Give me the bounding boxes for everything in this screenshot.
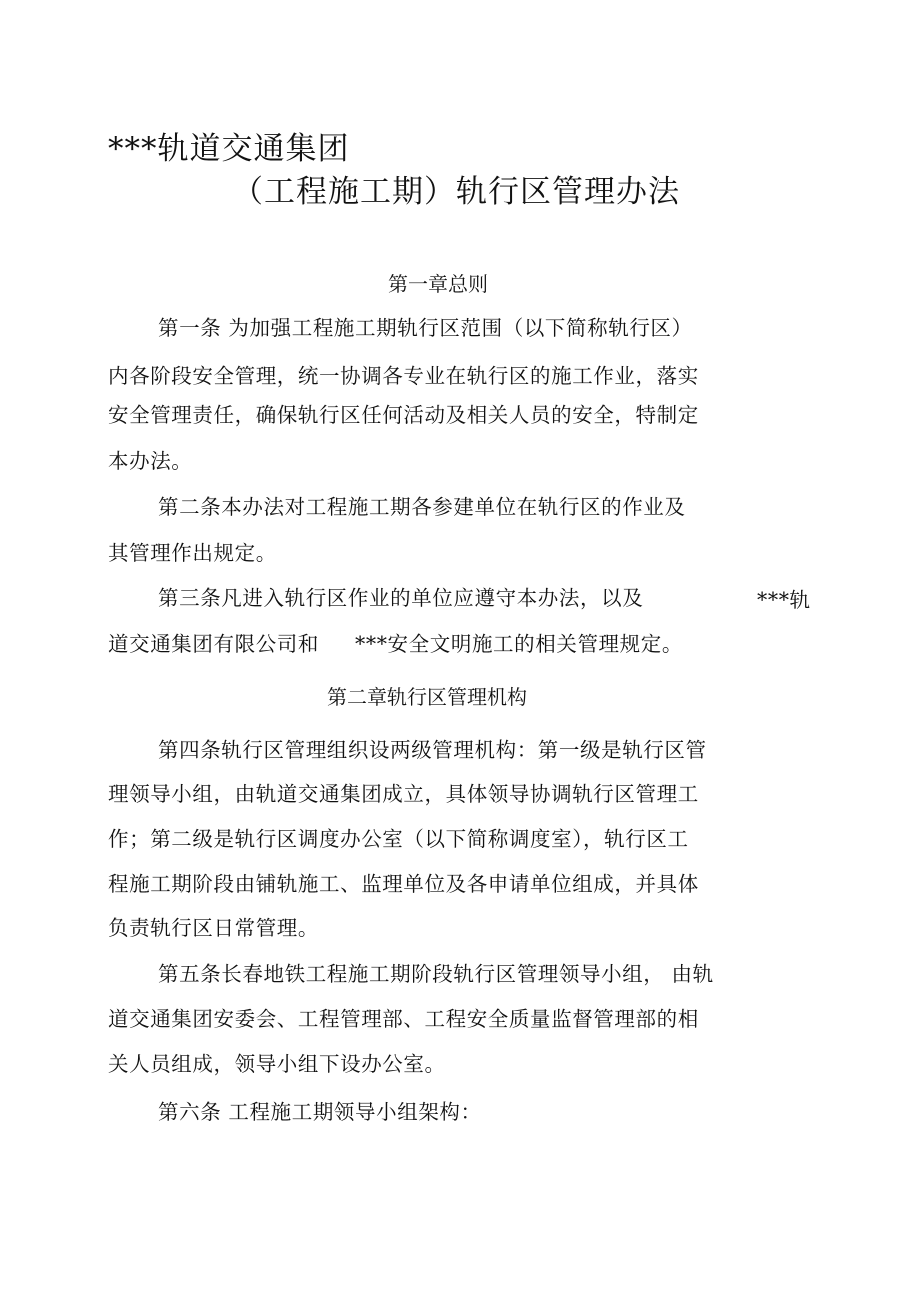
article-3-line-2-tail: ***安全文明施工的相关管理规定。 [355,632,683,656]
article-1-line-4: 本办法。 [108,449,193,473]
article-3-line-2: 道交通集团有限公司和 [108,632,319,656]
article-5-line-3: 关人员组成，领导小组下设办公室。 [108,1052,446,1076]
article-3-line-1: 第三条凡进入轨行区作业的单位应遵守本办法，以及 [158,586,644,610]
article-2-line-1: 第二条本办法对工程施工期各参建单位在轨行区的作业及 [158,495,686,519]
article-5-line-2: 道交通集团安委会、工程管理部、工程安全质量监督管理部的相 [108,1007,699,1031]
chapter-2-heading: 第二章轨行区管理机构 [327,685,527,709]
article-4-line-5: 负责轨行区日常管理。 [108,916,319,940]
article-4-line-2: 理领导小组，由轨道交通集团成立，具体领导协调轨行区管理工 [108,782,699,806]
article-2-line-2: 其管理作出规定。 [108,541,277,565]
article-4-line-3: 作；第二级是轨行区调度办公室（以下简称调度室），轨行区工 [108,827,689,851]
document-title-line-2: （工程施工期）轨行区管理办法 [232,174,680,210]
article-4-line-1: 第四条轨行区管理组织设两级管理机构：第一级是轨行区管 [158,738,707,762]
article-3-line-1-tail: ***轨 [757,588,811,612]
chapter-1-heading: 第一章总则 [388,272,488,296]
article-1-line-2: 内各阶段安全管理，统一协调各专业在轨行区的施工作业，落实 [108,364,699,388]
article-1-line-3: 安全管理责任，确保轨行区任何活动及相关人员的安全，特制定 [108,403,699,427]
article-6: 第六条 工程施工期领导小组架构： [158,1100,482,1124]
document-title-line-1: ***轨道交通集团 [108,131,350,167]
article-1-line-1: 第一条 为加强工程施工期轨行区范围（以下简称轨行区） [158,316,693,340]
article-5-line-1: 第五条长春地铁工程施工期阶段轨行区管理领导小组， 由轨 [158,962,714,986]
article-4-line-4: 程施工期阶段由铺轨施工、监理单位及各申请单位组成，并具体 [108,872,699,896]
